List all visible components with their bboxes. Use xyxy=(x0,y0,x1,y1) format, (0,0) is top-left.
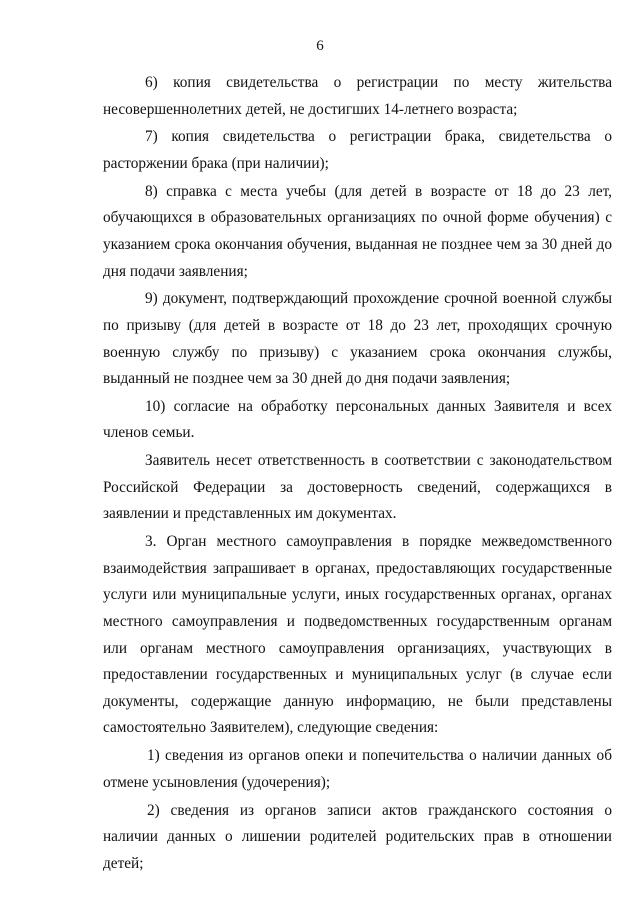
document-body xyxy=(103,70,612,879)
request-item-2-civil-registry: 2) сведения из органов записи актов гражданского состояния о наличии данных о лишении родителей родительских прав в отношении детей; xyxy=(103,801,612,872)
item-7-marriage-certificate: 7) копия свидетельства о регистрации брака, свидетельства о расторжении брака (при наличии); xyxy=(103,128,612,172)
item-8-study-certificate: 8) справка с места учебы (для детей в возрасте от 18 до 23 лет, обучающихся в образовательных организациях по очной форме обучения) с указанием срока окончания обучения, выданная не позднее чем за 30 дней до дня подачи заявления; xyxy=(103,182,612,280)
item-10-personal-data-consent: 10) согласие на обработку персональных данных Заявителя и всех членов семьи. xyxy=(103,397,612,442)
request-item-1-guardianship: 1) сведения из органов опеки и попечительства о наличии данных об отмене усыновления (удочерения); xyxy=(103,747,612,791)
applicant-responsibility-paragraph: Заявитель несет ответственность в соответствии с законодательством Российской Федерации за достоверность сведений, содержащихся в заявлении и представленных им документах. xyxy=(103,452,612,523)
item-9-military-service-document: 9) документ, подтверждающий прохождение срочной военной службы по призыву (для детей в возрасте от 18 до 23 лет, проходящих срочную военную службу по призыву) с указанием срока окончания службы, выданный не позднее чем за 30 дней до дня подачи заявления; xyxy=(103,290,612,388)
item-6-registration-children: 6) копия свидетельства о регистрации по месту жительства несовершеннолетних детей, не достигших 14-летнего возраста; xyxy=(103,74,612,118)
section-3-interagency-requests: 3. Орган местного самоуправления в порядке межведомственного взаимодействия запрашивает в органах, предоставляющих государственные услуги или муниципальные услуги, иных государственных органах, органах местного самоуправления и подведомственных государственным органам или органам местного самоуправления организациях, участвующих в предоставлении государственных и муниципальных услуг (в случае если документы, содержащие данную информацию, не были представлены самостоятельно Заявителем), следующие сведения: xyxy=(103,533,612,737)
page-number: 6 xyxy=(316,38,324,54)
